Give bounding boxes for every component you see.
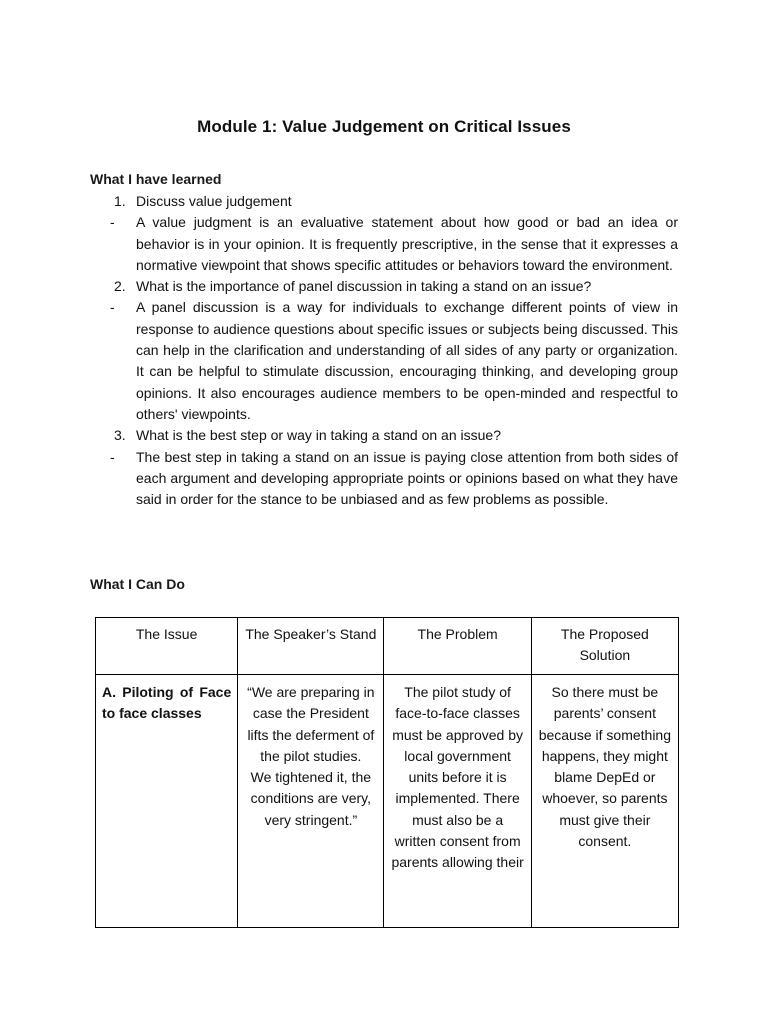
question-text: What is the importance of panel discussion in taking a stand on an issue? (136, 278, 592, 295)
what-i-can-do-heading: What I Can Do (90, 576, 185, 592)
question-item (0, 425, 768, 446)
question-item (0, 276, 768, 297)
answer-item (0, 212, 768, 276)
question-number: 1. (114, 193, 126, 209)
question-item (0, 191, 768, 212)
table-row (96, 675, 679, 928)
answer-text: The best step in taking a stand on an issue is paying close attention from both sides of each argument and developing appropriate points or opinions based on what they have said in order for the stance to be unbiased and as few problems as possible. (136, 448, 678, 508)
issue-cell: A. Piloting of Face to face classes (96, 675, 238, 928)
what-i-have-learned-heading: What I have learned (90, 171, 222, 187)
header-proposed-solution: The Proposed Solution (531, 618, 678, 675)
learned-list (0, 191, 768, 510)
stand-quote-part-1: “We are preparing in case the President lifts the deferment of the pilot studies. (247, 684, 375, 764)
problem-cell: The pilot study of face-to-face classes must be approved by local government units before it is implemented. There must also be a written consent from parents allowing their (384, 675, 531, 928)
question-text: What is the best step or way in taking a stand on an issue? (136, 427, 501, 444)
header-speakers-stand: The Speaker’s Stand (238, 618, 384, 675)
dash-bullet: - (110, 214, 115, 231)
stand-cell (238, 675, 384, 928)
stand-quote-part-2: We tightened it, the conditions are very, very stringent.” (250, 769, 372, 828)
header-problem: The Problem (384, 618, 531, 675)
answer-item (0, 297, 768, 425)
question-number: 2. (114, 278, 126, 295)
table-header-row (96, 618, 679, 675)
issue-analysis-table (95, 617, 679, 928)
answer-item (0, 447, 768, 511)
question-number: 3. (114, 427, 126, 444)
answer-text: A panel discussion is a way for individuals to exchange different points of view in response to audience questions about specific issues or subjects being discussed. This can help in the clarification and understanding of all sides of any party or organization. It can be helpful to stimulate discussion, encouraging thinking, and developing group opinions. It also encourages audience members to be open-minded and respectful to others' viewpoints. (136, 299, 678, 422)
answer-text: A value judgment is an evaluative statement about how good or bad an idea or behavior is in your opinion. It is frequently prescriptive, in the sense that it expresses a normative viewpoint that shows specific attitudes or behaviors toward the environment. (136, 214, 678, 273)
question-text: Discuss value judgement (136, 193, 292, 209)
header-issue: The Issue (96, 618, 238, 675)
dash-bullet: - (110, 448, 115, 465)
page-title: Module 1: Value Judgement on Critical Issues (197, 117, 571, 136)
solution-cell: So there must be parents’ consent because if something happens, they might blame DepEd or whoever, so parents must give their consent. (531, 675, 678, 928)
dash-bullet: - (110, 299, 115, 316)
